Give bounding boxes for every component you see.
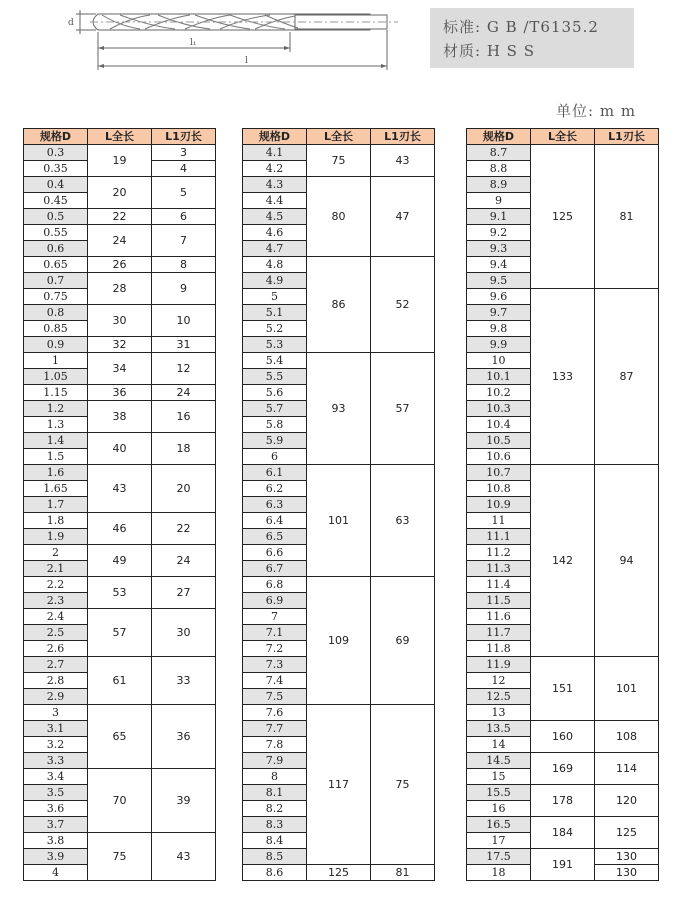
table-row (24, 385, 216, 401)
spec-d-cell: 8 (243, 769, 307, 785)
spec-flute-cell: 10 (152, 305, 216, 337)
spec-d-cell: 2.9 (24, 689, 88, 705)
spec-d-cell: 4.4 (243, 193, 307, 209)
spec-d-cell: 7.2 (243, 641, 307, 657)
spec-d-cell: 11.4 (467, 577, 531, 593)
spec-length-cell: 32 (88, 337, 152, 353)
spec-d-cell: 6.2 (243, 481, 307, 497)
table-row (243, 353, 435, 369)
spec-d-cell: 0.8 (24, 305, 88, 321)
column-header: L1刃长 (371, 129, 435, 145)
spec-d-cell: 11.3 (467, 561, 531, 577)
spec-d-cell: 13 (467, 705, 531, 721)
table-row (24, 833, 216, 849)
spec-d-cell: 4.7 (243, 241, 307, 257)
table-row (243, 145, 435, 161)
spec-d-cell: 1.2 (24, 401, 88, 417)
spec-d-cell: 8.6 (243, 865, 307, 881)
spec-d-cell: 1.7 (24, 497, 88, 513)
spec-d-cell: 10 (467, 353, 531, 369)
spec-flute-cell: 43 (371, 145, 435, 177)
spec-length-cell: 19 (88, 145, 152, 177)
spec-d-cell: 4 (24, 865, 88, 881)
spec-flute-cell: 43 (152, 833, 216, 881)
spec-d-cell: 11.7 (467, 625, 531, 641)
spec-d-cell: 3.8 (24, 833, 88, 849)
spec-d-cell: 10.5 (467, 433, 531, 449)
material-text: 材质: H S S (443, 42, 535, 60)
spec-length-cell: 36 (88, 385, 152, 401)
spec-length-cell: 30 (88, 305, 152, 337)
spec-d-cell: 7.3 (243, 657, 307, 673)
spec-flute-cell: 3 (152, 145, 216, 161)
spec-d-cell: 3.3 (24, 753, 88, 769)
spec-d-cell: 9.6 (467, 289, 531, 305)
spec-table-1 (23, 128, 216, 881)
table-row (24, 705, 216, 721)
spec-d-cell: 3 (24, 705, 88, 721)
spec-d-cell: 1 (24, 353, 88, 369)
spec-d-cell: 1.4 (24, 433, 88, 449)
spec-d-cell: 3.1 (24, 721, 88, 737)
spec-flute-cell: 4 (152, 161, 216, 177)
spec-d-cell: 0.85 (24, 321, 88, 337)
spec-d-cell: 8.1 (243, 785, 307, 801)
spec-d-cell: 7.7 (243, 721, 307, 737)
column-header: 规格D (243, 129, 307, 145)
spec-d-cell: 0.7 (24, 273, 88, 289)
standard-text: 标准: G B /T6135.2 (443, 18, 599, 36)
spec-d-cell: 11 (467, 513, 531, 529)
spec-d-cell: 8.5 (243, 849, 307, 865)
spec-d-cell: 3.2 (24, 737, 88, 753)
spec-length-cell: 28 (88, 273, 152, 305)
table-row (243, 465, 435, 481)
spec-d-cell: 0.65 (24, 257, 88, 273)
column-header: L全长 (307, 129, 371, 145)
spec-d-cell: 6.5 (243, 529, 307, 545)
table-row (467, 289, 659, 305)
dim-d-label: d (68, 18, 74, 28)
spec-length-cell: 49 (88, 545, 152, 577)
spec-d-cell: 6.8 (243, 577, 307, 593)
spec-d-cell: 10.1 (467, 369, 531, 385)
spec-flute-cell: 31 (152, 337, 216, 353)
spec-flute-cell: 16 (152, 401, 216, 433)
table-row (24, 305, 216, 321)
spec-d-cell: 0.35 (24, 161, 88, 177)
spec-table-2 (242, 128, 435, 881)
spec-flute-cell: 20 (152, 465, 216, 513)
spec-length-cell: 26 (88, 257, 152, 273)
table-row (24, 145, 216, 161)
spec-flute-cell: 24 (152, 385, 216, 401)
spec-d-cell: 1.05 (24, 369, 88, 385)
spec-length-cell: 169 (531, 753, 595, 785)
table-row (24, 177, 216, 193)
spec-d-cell: 10.4 (467, 417, 531, 433)
table-row (24, 401, 216, 417)
spec-d-cell: 11.5 (467, 593, 531, 609)
spec-d-cell: 7.4 (243, 673, 307, 689)
spec-d-cell: 2.7 (24, 657, 88, 673)
table-row (467, 785, 659, 801)
spec-d-cell: 13.5 (467, 721, 531, 737)
spec-d-cell: 11.2 (467, 545, 531, 561)
spec-d-cell: 7 (243, 609, 307, 625)
spec-flute-cell: 9 (152, 273, 216, 305)
spec-d-cell: 11.6 (467, 609, 531, 625)
spec-d-cell: 11.8 (467, 641, 531, 657)
spec-d-cell: 17.5 (467, 849, 531, 865)
spec-d-cell: 3.5 (24, 785, 88, 801)
spec-length-cell: 43 (88, 465, 152, 513)
spec-d-cell: 10.9 (467, 497, 531, 513)
spec-length-cell: 160 (531, 721, 595, 753)
spec-d-cell: 12 (467, 673, 531, 689)
spec-d-cell: 6.1 (243, 465, 307, 481)
spec-d-cell: 10.3 (467, 401, 531, 417)
spec-d-cell: 9 (467, 193, 531, 209)
spec-flute-cell: 125 (595, 817, 659, 849)
spec-d-cell: 1.65 (24, 481, 88, 497)
column-header: L1刃长 (595, 129, 659, 145)
table-row (467, 849, 659, 865)
spec-flute-cell: 81 (595, 145, 659, 289)
spec-flute-cell: 94 (595, 465, 659, 657)
spec-flute-cell: 87 (595, 289, 659, 465)
table-row (24, 353, 216, 369)
spec-length-cell: 65 (88, 705, 152, 769)
table-row (467, 657, 659, 673)
spec-d-cell: 9.1 (467, 209, 531, 225)
spec-length-cell: 101 (307, 465, 371, 577)
spec-d-cell: 6.4 (243, 513, 307, 529)
spec-d-cell: 0.45 (24, 193, 88, 209)
spec-d-cell: 1.5 (24, 449, 88, 465)
table-row (24, 609, 216, 625)
spec-length-cell: 93 (307, 353, 371, 465)
spec-d-cell: 9.3 (467, 241, 531, 257)
spec-d-cell: 4.1 (243, 145, 307, 161)
unit-label: 单位: m m (556, 102, 637, 120)
spec-d-cell: 9.8 (467, 321, 531, 337)
spec-flute-cell: 33 (152, 657, 216, 705)
table-row (243, 577, 435, 593)
spec-length-cell: 133 (531, 289, 595, 465)
spec-d-cell: 6 (243, 449, 307, 465)
table-row (24, 337, 216, 353)
spec-flute-cell: 120 (595, 785, 659, 817)
spec-d-cell: 7.9 (243, 753, 307, 769)
spec-d-cell: 8.9 (467, 177, 531, 193)
spec-length-cell: 38 (88, 401, 152, 433)
spec-d-cell: 8.7 (467, 145, 531, 161)
spec-d-cell: 1.6 (24, 465, 88, 481)
spec-d-cell: 4.5 (243, 209, 307, 225)
spec-d-cell: 2.8 (24, 673, 88, 689)
spec-flute-cell: 75 (371, 705, 435, 865)
spec-length-cell: 24 (88, 225, 152, 257)
spec-flute-cell: 130 (595, 865, 659, 881)
spec-d-cell: 5.6 (243, 385, 307, 401)
table-row (24, 209, 216, 225)
spec-length-cell: 142 (531, 465, 595, 657)
spec-d-cell: 3.7 (24, 817, 88, 833)
spec-length-cell: 22 (88, 209, 152, 225)
spec-d-cell: 10.6 (467, 449, 531, 465)
spec-d-cell: 8.3 (243, 817, 307, 833)
table-row (24, 225, 216, 241)
spec-flute-cell: 6 (152, 209, 216, 225)
spec-length-cell: 184 (531, 817, 595, 849)
spec-d-cell: 0.3 (24, 145, 88, 161)
spec-d-cell: 17 (467, 833, 531, 849)
column-header: L1刃长 (152, 129, 216, 145)
spec-length-cell: 61 (88, 657, 152, 705)
table-row (24, 257, 216, 273)
spec-d-cell: 0.5 (24, 209, 88, 225)
spec-flute-cell: 69 (371, 577, 435, 705)
spec-d-cell: 18 (467, 865, 531, 881)
spec-flute-cell: 52 (371, 257, 435, 353)
table-row (24, 769, 216, 785)
spec-d-cell: 4.6 (243, 225, 307, 241)
column-header: 规格D (24, 129, 88, 145)
spec-d-cell: 5.1 (243, 305, 307, 321)
table-row (243, 865, 435, 881)
spec-flute-cell: 63 (371, 465, 435, 577)
table-row (24, 273, 216, 289)
spec-flute-cell: 5 (152, 177, 216, 209)
spec-length-cell: 46 (88, 513, 152, 545)
spec-d-cell: 1.8 (24, 513, 88, 529)
spec-flute-cell: 114 (595, 753, 659, 785)
table-row (24, 545, 216, 561)
spec-flute-cell: 47 (371, 177, 435, 257)
spec-d-cell: 9.2 (467, 225, 531, 241)
spec-flute-cell: 24 (152, 545, 216, 577)
spec-flute-cell: 39 (152, 769, 216, 833)
spec-d-cell: 7.5 (243, 689, 307, 705)
spec-length-cell: 20 (88, 177, 152, 209)
table-row (467, 465, 659, 481)
spec-d-cell: 15.5 (467, 785, 531, 801)
spec-length-cell: 75 (88, 833, 152, 881)
spec-flute-cell: 108 (595, 721, 659, 753)
spec-d-cell: 2.5 (24, 625, 88, 641)
spec-d-cell: 4.3 (243, 177, 307, 193)
table-row (243, 705, 435, 721)
spec-length-cell: 191 (531, 849, 595, 881)
spec-d-cell: 9.5 (467, 273, 531, 289)
spec-flute-cell: 130 (595, 849, 659, 865)
spec-d-cell: 2.4 (24, 609, 88, 625)
spec-d-cell: 1.15 (24, 385, 88, 401)
table-row (243, 257, 435, 273)
spec-d-cell: 3.6 (24, 801, 88, 817)
spec-d-cell: 0.55 (24, 225, 88, 241)
spec-d-cell: 8.8 (467, 161, 531, 177)
spec-length-cell: 178 (531, 785, 595, 817)
spec-d-cell: 0.4 (24, 177, 88, 193)
spec-d-cell: 14.5 (467, 753, 531, 769)
spec-d-cell: 7.8 (243, 737, 307, 753)
dim-l-label: l (245, 56, 248, 66)
spec-length-cell: 125 (531, 145, 595, 289)
table-row (467, 753, 659, 769)
table-row (467, 817, 659, 833)
spec-d-cell: 11.1 (467, 529, 531, 545)
table-row (24, 513, 216, 529)
spec-d-cell: 6.6 (243, 545, 307, 561)
spec-flute-cell: 18 (152, 433, 216, 465)
spec-length-cell: 75 (307, 145, 371, 177)
spec-length-cell: 80 (307, 177, 371, 257)
spec-length-cell: 70 (88, 769, 152, 833)
spec-d-cell: 0.6 (24, 241, 88, 257)
spec-flute-cell: 22 (152, 513, 216, 545)
spec-d-cell: 2.3 (24, 593, 88, 609)
spec-d-cell: 14 (467, 737, 531, 753)
spec-flute-cell: 36 (152, 705, 216, 769)
spec-d-cell: 2.1 (24, 561, 88, 577)
spec-d-cell: 15 (467, 769, 531, 785)
spec-d-cell: 16 (467, 801, 531, 817)
spec-length-cell: 117 (307, 705, 371, 865)
spec-d-cell: 4.8 (243, 257, 307, 273)
dim-l1-label: l₁ (190, 38, 197, 48)
spec-length-cell: 151 (531, 657, 595, 721)
column-header: 规格D (467, 129, 531, 145)
spec-d-cell: 5.2 (243, 321, 307, 337)
drill-drawing (40, 6, 400, 72)
table-row (24, 465, 216, 481)
table-row (24, 657, 216, 673)
spec-flute-cell: 57 (371, 353, 435, 465)
spec-d-cell: 9.7 (467, 305, 531, 321)
spec-d-cell: 9.4 (467, 257, 531, 273)
column-header: L全长 (88, 129, 152, 145)
spec-d-cell: 5.9 (243, 433, 307, 449)
spec-flute-cell: 12 (152, 353, 216, 385)
spec-length-cell: 34 (88, 353, 152, 385)
spec-table-3 (466, 128, 659, 881)
spec-d-cell: 3.9 (24, 849, 88, 865)
spec-d-cell: 0.75 (24, 289, 88, 305)
spec-d-cell: 1.9 (24, 529, 88, 545)
spec-length-cell: 125 (307, 865, 371, 881)
spec-d-cell: 4.9 (243, 273, 307, 289)
spec-d-cell: 12.5 (467, 689, 531, 705)
spec-d-cell: 7.1 (243, 625, 307, 641)
spec-length-cell: 40 (88, 433, 152, 465)
spec-length-cell: 57 (88, 609, 152, 657)
spec-d-cell: 3.4 (24, 769, 88, 785)
table-row (467, 145, 659, 161)
spec-d-cell: 6.3 (243, 497, 307, 513)
spec-length-cell: 86 (307, 257, 371, 353)
spec-flute-cell: 27 (152, 577, 216, 609)
spec-d-cell: 8.2 (243, 801, 307, 817)
spec-d-cell: 5.7 (243, 401, 307, 417)
spec-d-cell: 2.2 (24, 577, 88, 593)
spec-d-cell: 6.9 (243, 593, 307, 609)
spec-flute-cell: 81 (371, 865, 435, 881)
spec-d-cell: 4.2 (243, 161, 307, 177)
spec-d-cell: 9.9 (467, 337, 531, 353)
spec-flute-cell: 101 (595, 657, 659, 721)
spec-d-cell: 5.4 (243, 353, 307, 369)
spec-d-cell: 2 (24, 545, 88, 561)
table-row (243, 177, 435, 193)
table-row (24, 577, 216, 593)
spec-d-cell: 11.9 (467, 657, 531, 673)
spec-d-cell: 10.8 (467, 481, 531, 497)
table-row (24, 433, 216, 449)
spec-d-cell: 5.3 (243, 337, 307, 353)
spec-d-cell: 2.6 (24, 641, 88, 657)
spec-flute-cell: 8 (152, 257, 216, 273)
spec-d-cell: 5.5 (243, 369, 307, 385)
spec-flute-cell: 30 (152, 609, 216, 657)
spec-flute-cell: 7 (152, 225, 216, 257)
spec-d-cell: 16.5 (467, 817, 531, 833)
spec-d-cell: 0.9 (24, 337, 88, 353)
spec-d-cell: 1.3 (24, 417, 88, 433)
spec-d-cell: 8.4 (243, 833, 307, 849)
column-header: L全长 (531, 129, 595, 145)
spec-d-cell: 7.6 (243, 705, 307, 721)
spec-d-cell: 5.8 (243, 417, 307, 433)
spec-length-cell: 109 (307, 577, 371, 705)
standard-box (430, 8, 634, 68)
spec-d-cell: 10.2 (467, 385, 531, 401)
spec-length-cell: 53 (88, 577, 152, 609)
spec-d-cell: 5 (243, 289, 307, 305)
table-row (467, 721, 659, 737)
spec-d-cell: 6.7 (243, 561, 307, 577)
spec-d-cell: 10.7 (467, 465, 531, 481)
